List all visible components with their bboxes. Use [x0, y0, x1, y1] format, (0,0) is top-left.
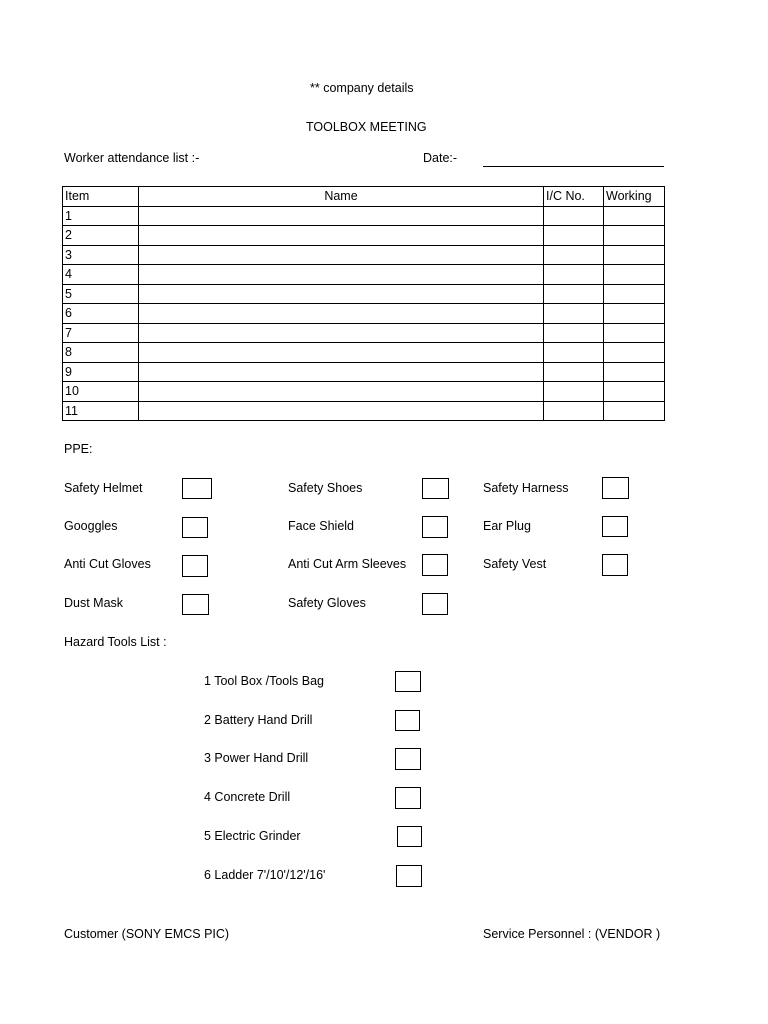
working-cell[interactable] — [604, 382, 665, 402]
table-row — [63, 245, 665, 265]
name-cell[interactable] — [139, 226, 544, 246]
table-row — [63, 362, 665, 382]
name-cell[interactable] — [139, 382, 544, 402]
item-number-cell: 7 — [63, 323, 139, 343]
item-number-cell: 2 — [63, 226, 139, 246]
column-header-name: Name — [139, 187, 544, 207]
table-row — [63, 206, 665, 226]
working-cell[interactable] — [604, 284, 665, 304]
hazard-tool-label: 4 Concrete Drill — [204, 790, 291, 804]
item-number-cell: 8 — [63, 343, 139, 363]
ppe-item-label: Face Shield — [288, 519, 355, 533]
item-number-cell: 10 — [63, 382, 139, 402]
ic-no-cell[interactable] — [544, 323, 604, 343]
attendance-table — [62, 186, 665, 421]
name-cell[interactable] — [139, 401, 544, 421]
form-title: TOOLBOX MEETING — [306, 120, 427, 134]
item-number-cell: 11 — [63, 401, 139, 421]
battery-hand-drill-checkbox[interactable] — [395, 710, 420, 731]
name-cell[interactable] — [139, 304, 544, 324]
working-cell[interactable] — [604, 323, 665, 343]
ic-no-cell[interactable] — [544, 284, 604, 304]
tool-box-checkbox[interactable] — [395, 671, 421, 692]
concrete-drill-checkbox[interactable] — [395, 787, 421, 809]
ppe-item-label: Safety Helmet — [64, 481, 143, 495]
ppe-item-label: Dust Mask — [64, 596, 124, 610]
date-field[interactable] — [483, 166, 664, 167]
item-number-cell: 3 — [63, 245, 139, 265]
table-row — [63, 382, 665, 402]
column-header-working: Working — [604, 187, 665, 207]
item-number-cell: 9 — [63, 362, 139, 382]
working-cell[interactable] — [604, 206, 665, 226]
table-row — [63, 284, 665, 304]
ppe-item-label: Safety Gloves — [288, 596, 366, 610]
name-cell[interactable] — [139, 323, 544, 343]
ic-no-cell[interactable] — [544, 362, 604, 382]
hazard-tool-label: 5 Electric Grinder — [204, 829, 301, 843]
ic-no-cell[interactable] — [544, 401, 604, 421]
ic-no-cell[interactable] — [544, 265, 604, 285]
ppe-item-label: Googgles — [64, 519, 118, 533]
working-cell[interactable] — [604, 362, 665, 382]
name-cell[interactable] — [139, 362, 544, 382]
ic-no-cell[interactable] — [544, 304, 604, 324]
item-number-cell: 6 — [63, 304, 139, 324]
company-details: ** company details — [310, 81, 414, 95]
name-cell[interactable] — [139, 265, 544, 285]
table-header-row — [63, 187, 665, 207]
ic-no-cell[interactable] — [544, 382, 604, 402]
ear-plug-checkbox[interactable] — [602, 516, 628, 537]
ppe-item-label: Safety Shoes — [288, 481, 363, 495]
ic-no-cell[interactable] — [544, 206, 604, 226]
safety-shoes-checkbox[interactable] — [422, 478, 449, 499]
working-cell[interactable] — [604, 401, 665, 421]
table-row — [63, 304, 665, 324]
safety-harness-checkbox[interactable] — [602, 477, 629, 499]
attendance-table-body — [63, 206, 665, 421]
ppe-item-label: Anti Cut Arm Sleeves — [288, 557, 407, 571]
anti-cut-gloves-checkbox[interactable] — [182, 555, 208, 577]
ppe-item-label: Safety Vest — [483, 557, 547, 571]
ppe-item-label: Ear Plug — [483, 519, 531, 533]
table-row — [63, 343, 665, 363]
table-row — [63, 323, 665, 343]
working-cell[interactable] — [604, 226, 665, 246]
working-cell[interactable] — [604, 265, 665, 285]
hazard-tools-label: Hazard Tools List : — [64, 635, 167, 649]
table-row — [63, 226, 665, 246]
ppe-item-label: Anti Cut Gloves — [64, 557, 151, 571]
working-cell[interactable] — [604, 304, 665, 324]
safety-gloves-checkbox[interactable] — [422, 593, 448, 615]
safety-helmet-checkbox[interactable] — [182, 478, 212, 499]
date-label: Date:- — [423, 151, 458, 165]
hazard-tool-label: 1 Tool Box /Tools Bag — [204, 674, 324, 688]
anti-cut-arm-sleeves-checkbox[interactable] — [422, 554, 448, 576]
table-row — [63, 401, 665, 421]
ic-no-cell[interactable] — [544, 226, 604, 246]
table-row — [63, 265, 665, 285]
name-cell[interactable] — [139, 343, 544, 363]
hazard-tool-label: 2 Battery Hand Drill — [204, 713, 313, 727]
ic-no-cell[interactable] — [544, 245, 604, 265]
ladder-checkbox[interactable] — [396, 865, 422, 887]
column-header-ic-no: I/C No. — [544, 187, 604, 207]
item-number-cell: 5 — [63, 284, 139, 304]
name-cell[interactable] — [139, 284, 544, 304]
name-cell[interactable] — [139, 245, 544, 265]
face-shield-checkbox[interactable] — [422, 516, 448, 538]
ppe-label: PPE: — [64, 442, 93, 456]
dust-mask-checkbox[interactable] — [182, 594, 209, 615]
item-number-cell: 4 — [63, 265, 139, 285]
item-number-cell: 1 — [63, 206, 139, 226]
hazard-tool-label: 6 Ladder 7'/10'/12'/16' — [204, 868, 326, 882]
ppe-item-label: Safety Harness — [483, 481, 569, 495]
attendance-label: Worker attendance list :- — [64, 151, 200, 165]
hazard-tool-label: 3 Power Hand Drill — [204, 751, 309, 765]
ic-no-cell[interactable] — [544, 343, 604, 363]
goggles-checkbox[interactable] — [182, 517, 208, 538]
customer-signature-label: Customer (SONY EMCS PIC) — [64, 927, 230, 941]
power-hand-drill-checkbox[interactable] — [395, 748, 421, 770]
service-personnel-label: Service Personnel : (VENDOR ) — [483, 927, 661, 941]
electric-grinder-checkbox[interactable] — [397, 826, 422, 847]
working-cell[interactable] — [604, 343, 665, 363]
name-cell[interactable] — [139, 206, 544, 226]
working-cell[interactable] — [604, 245, 665, 265]
column-header-item: Item — [63, 187, 139, 207]
safety-vest-checkbox[interactable] — [602, 554, 628, 576]
